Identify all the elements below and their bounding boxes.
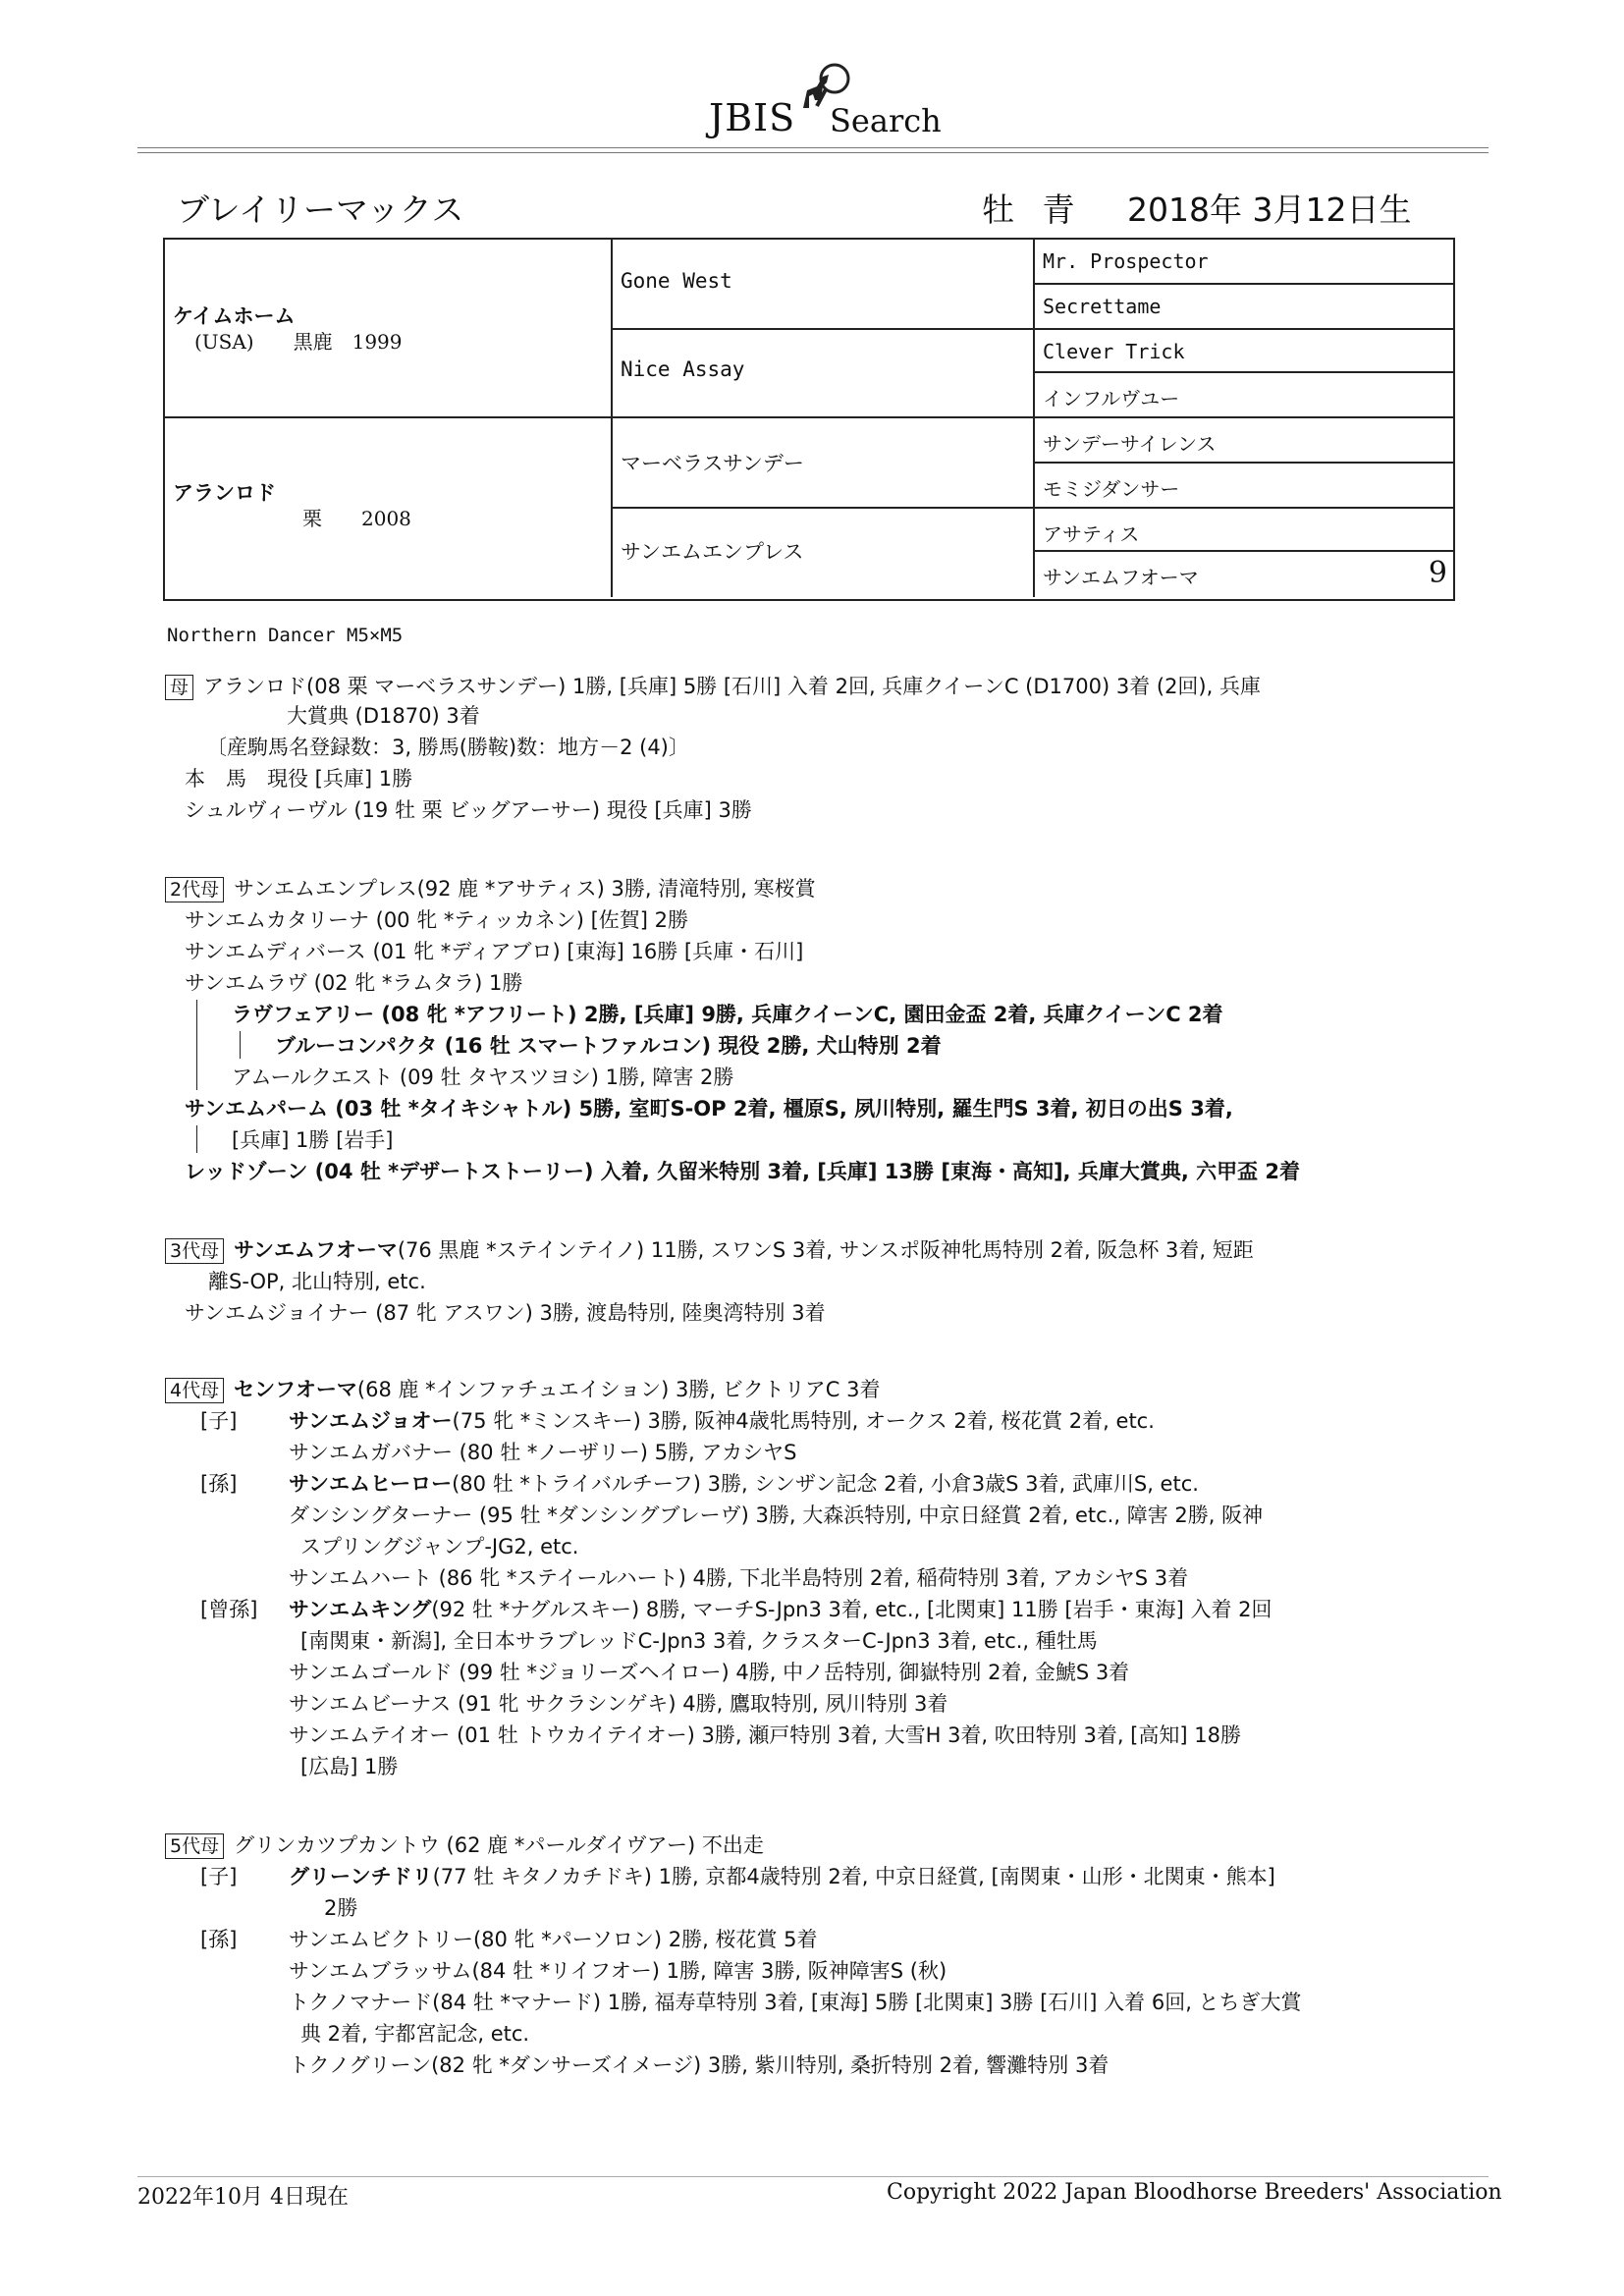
gen3-name: モミジダンサー: [1043, 477, 1180, 501]
offspring-line: [289, 1925, 818, 1954]
pedigree-sire-sire-cell: [613, 240, 1035, 330]
section-label: 2代母: [165, 877, 224, 902]
offspring-line-cont: 典 2着, 宇都宮記念, etc.: [300, 2022, 530, 2046]
family-number: 9: [1428, 556, 1447, 590]
family-tree-bar: [196, 1125, 197, 1153]
generation-tag: [孫]: [200, 1928, 238, 1951]
pedigree-sire-cell: [165, 240, 613, 418]
gen3-name: サンエムフオーマ: [1043, 566, 1199, 589]
pedigree-dam-cell: [165, 418, 613, 597]
gen3-name: Mr. Prospector: [1043, 249, 1209, 273]
gen4-section-line: [165, 1375, 880, 1404]
header-rule-2: [137, 152, 1489, 153]
offspring-record: (80 牝 *パーソロン) 2勝, 桜花賞 5着: [472, 1928, 818, 1951]
offspring-line-cont: [南関東・新潟], 全日本サラブレッドC-Jpn3 3着, クラスターC-Jpn3 3着, etc., 種牡馬: [300, 1629, 1098, 1653]
pedigree-dam-sire-cell: [613, 418, 1035, 509]
dam-record: (08 栗 マーベラスサンデー) 1勝, [兵庫] 5勝 [石川] 入着 2回, 兵庫クイーンC (D1700) 3着 (2回), 兵庫: [306, 675, 1261, 698]
section-label: 母: [165, 675, 193, 700]
offspring-line: [289, 1862, 1275, 1891]
dam-record-cont: 大賞典 (D1870) 3着: [287, 704, 480, 728]
offspring-line: ラヴフェアリー (08 牝 *アフリート) 2勝, [兵庫] 9勝, 兵庫クイーンC, 園田金盃 2着, 兵庫クイーンC 2着: [232, 1003, 1223, 1026]
sire-sire-name: Gone West: [621, 269, 732, 293]
gen3-dam-record-cont: 離S-OP, 北山特別, etc.: [208, 1270, 426, 1293]
logo-search-text: Search: [830, 102, 942, 139]
gen3-section-line: [165, 1235, 1254, 1265]
offspring-line: レッドゾーン (04 牡 *デザートストーリー) 入着, 久留米特別 3着, [兵庫] 13勝 [東海・高知], 兵庫大賞典, 六甲盃 2着: [185, 1160, 1301, 1183]
offspring-record: (82 牝 *ダンサーズイメージ) 3勝, 紫川特別, 桑折特別 2着, 響灘特別 3着: [431, 2053, 1110, 2077]
offspring-record: (84 牡 *マナード) 1勝, 福寿草特別 3着, [東海] 5勝 [北関東] 3勝 [石川] 入着 6回, とちぎ大賞: [432, 1991, 1302, 2014]
dam-sire-name: マーベラスサンデー: [621, 452, 804, 475]
section-label: 3代母: [165, 1238, 224, 1264]
offspring-line: [289, 1469, 1199, 1499]
offspring-line: [289, 1988, 1302, 2017]
offspring-line: 本 馬 現役 [兵庫] 1勝: [185, 767, 413, 791]
offspring-name: サンエムジョオー: [289, 1409, 453, 1433]
offspring-line: [289, 1595, 1272, 1624]
offspring-line-cont: スプリングジャンプ-JG2, etc.: [300, 1535, 579, 1558]
offspring-line: [289, 2050, 1109, 2080]
gen4-dam-record: (68 鹿 *インファチュエイション) 3勝, ビクトリアC 3着: [356, 1378, 881, 1401]
offspring-record: (77 牡 キタノカチドキ) 1勝, 京都4歳特別 2着, 中京日経賞, [南関東・山形・北関東・熊本]: [432, 1865, 1275, 1888]
horse-name: ブレイリーマックス: [177, 191, 464, 229]
footer-rule: [137, 2176, 1489, 2177]
offspring-name: トクノグリーン: [289, 2053, 432, 2077]
dam-dam-name: サンエムエンプレス: [621, 540, 804, 564]
pedigree-gen3-cell: [1035, 464, 1453, 509]
offspring-line: サンエムビーナス (91 牝 サクラシンゲキ) 4勝, 鷹取特別, 夙川特別 3着: [289, 1692, 948, 1716]
pedigree-gen3-cell: [1035, 418, 1453, 464]
dam-name: アランロド: [173, 481, 276, 505]
sire-info: (USA) 黒鹿 1999: [194, 330, 403, 354]
offspring-line: サンエムガバナー (80 牡 *ノーザリー) 5勝, アカシヤS: [289, 1441, 797, 1464]
gen3-name: Clever Trick: [1043, 340, 1185, 363]
gen3-name: アサティス: [1043, 522, 1140, 546]
gen4-dam-name: センフオーマ: [234, 1378, 357, 1401]
gen3-name: サンデーサイレンス: [1043, 432, 1217, 456]
pedigree-gen3-cell: [1035, 240, 1453, 285]
gen2-dam-record: (92 鹿 *アサティス) 3勝, 清滝特別, 寒桜賞: [416, 877, 816, 901]
header-rule: [137, 147, 1489, 148]
pedigree-gen3-cell: [1035, 373, 1453, 418]
generation-tag: [子]: [200, 1865, 238, 1888]
offspring-record: (92 牡 *ナグルスキー) 8勝, マーチS-Jpn3 3着, etc., [北関東] 11勝 [岩手・東海] 入着 2回: [431, 1598, 1272, 1621]
sire-dam-name: Nice Assay: [621, 357, 745, 381]
jbis-search-logo: [677, 57, 972, 145]
gen3-name: インフルヴユー: [1043, 387, 1180, 410]
gen3-name: Secrettame: [1043, 295, 1162, 318]
footer-date: 2022年10月 4日現在: [137, 2185, 349, 2210]
gen5-dam-record: グリンカツプカントウ (62 鹿 *パールダイヴアー) 不出走: [234, 1833, 764, 1857]
pedigree-gen3-cell: [1035, 552, 1453, 597]
generation-tag: [子]: [200, 1409, 238, 1433]
sire-name: ケイムホーム: [173, 304, 296, 328]
dam-produce-summary: 〔産駒馬名登録数：3, 勝馬(勝鞍)数：地方－2 (4)〕: [206, 736, 689, 759]
horse-birthdate: 2018年 3月12日生: [1127, 191, 1412, 229]
gen5-section-line: [165, 1831, 764, 1860]
offspring-line: ダンシングターナー (95 牡 *ダンシングブレーヴ) 3勝, 大森浜特別, 中京日経賞 2着, etc., 障害 2勝, 阪神: [289, 1503, 1264, 1527]
dam-horse-name: アランロド: [203, 675, 307, 698]
offspring-name: サンエムヒーロー: [289, 1472, 453, 1496]
offspring-line-cont: [広島] 1勝: [300, 1755, 399, 1778]
pedigree-dam-dam-cell: [613, 509, 1035, 597]
offspring-line: [289, 1956, 947, 1986]
generation-tag: [曾孫]: [200, 1598, 258, 1621]
offspring-line: アムールクエスト (09 牡 タヤスツヨシ) 1勝, 障害 2勝: [232, 1066, 734, 1089]
offspring-line: ブルーコンパクタ (16 牡 スマートファルコン) 現役 2勝, 犬山特別 2着: [275, 1034, 942, 1058]
offspring-record: (75 牝 *ミンスキー) 3勝, 阪神4歳牝馬特別, オークス 2着, 桜花賞 2着, etc.: [452, 1409, 1155, 1433]
gen3-dam-name: サンエムフオーマ: [234, 1238, 398, 1262]
pedigree-gen3-cell: [1035, 330, 1453, 373]
pedigree-gen3-cell: [1035, 509, 1453, 552]
pedigree-gen3-cell: [1035, 285, 1453, 330]
gen3-dam-record: (76 黒鹿 *ステインテイノ) 11勝, スワンS 3着, サンスポ阪神牝馬特別 2着, 阪急杯 3着, 短距: [397, 1238, 1254, 1262]
offspring-line: サンエムディバース (01 牝 *ディアブロ) [東海] 16勝 [兵庫・石川]: [185, 940, 804, 963]
section-label: 5代母: [165, 1833, 224, 1859]
offspring-line: シュルヴィーヴル (19 牡 栗 ビッグアーサー) 現役 [兵庫] 3勝: [185, 798, 752, 822]
family-tree-bar: [240, 1031, 241, 1059]
generation-tag: [孫]: [200, 1472, 238, 1496]
offspring-line: [兵庫] 1勝 [岩手]: [232, 1128, 394, 1152]
offspring-line: サンエムカタリーナ (00 牝 *ティッカネン) [佐賀] 2勝: [185, 908, 688, 932]
dam-section-line: [165, 672, 1261, 701]
gen2-dam-name: サンエムエンプレス: [234, 877, 417, 901]
offspring-record: (80 牡 *トライバルチーフ) 3勝, シンザン記念 2着, 小倉3歳S 3着, 武庫川S, etc.: [452, 1472, 1199, 1496]
dam-info: 栗 2008: [302, 507, 411, 530]
gen2-section-line: [165, 874, 816, 903]
logo-jbis-text: JBIS: [709, 96, 796, 139]
offspring-line: サンエムテイオー (01 牡 トウカイテイオー) 3勝, 瀬戸特別 3着, 大雪H 3着, 吹田特別 3着, [高知] 18勝: [289, 1723, 1241, 1747]
footer-copyright: Copyright 2022 Japan Bloodhorse Breeders' Association: [887, 2180, 1502, 2205]
horse-sex-color: 牡 青: [982, 191, 1075, 229]
inbreeding-note: Northern Dancer M5×M5: [167, 625, 404, 646]
offspring-line: [289, 1406, 1155, 1436]
offspring-line: サンエムゴールド (99 牡 *ジョリーズヘイロー) 4勝, 中ノ岳特別, 御嶽特別 2着, 金鯱S 3着: [289, 1661, 1130, 1684]
offspring-line-cont: 2勝: [324, 1896, 358, 1920]
offspring-line: サンエムラヴ (02 牝 *ラムタラ) 1勝: [185, 971, 523, 995]
offspring-line: サンエムハート (86 牝 *ステイールハート) 4勝, 下北半島特別 2着, 稲荷特別 3着, アカシヤS 3着: [289, 1566, 1189, 1590]
offspring-name: サンエムビクトリー: [289, 1928, 473, 1951]
offspring-record: (84 牡 *リイフオー) 1勝, 障害 3勝, 阪神障害S (秋): [471, 1959, 947, 1983]
pedigree-table: [163, 238, 1455, 601]
family-tree-bar: [196, 1000, 197, 1090]
pedigree-sire-dam-cell: [613, 330, 1035, 418]
offspring-name: トクノマナード: [289, 1991, 433, 2014]
offspring-name: サンエムブラッサム: [289, 1959, 472, 1983]
offspring-name: サンエムキング: [289, 1598, 432, 1621]
offspring-line: サンエムパーム (03 牡 *タイキシャトル) 5勝, 室町S-OP 2着, 橿原S, 夙川特別, 羅生門S 3着, 初日の出S 3着,: [185, 1097, 1233, 1121]
offspring-line: サンエムジョイナー (87 牝 アスワン) 3勝, 渡島特別, 陸奥湾特別 3着: [185, 1301, 826, 1325]
section-label: 4代母: [165, 1378, 224, 1403]
offspring-name: グリーンチドリ: [289, 1865, 433, 1888]
